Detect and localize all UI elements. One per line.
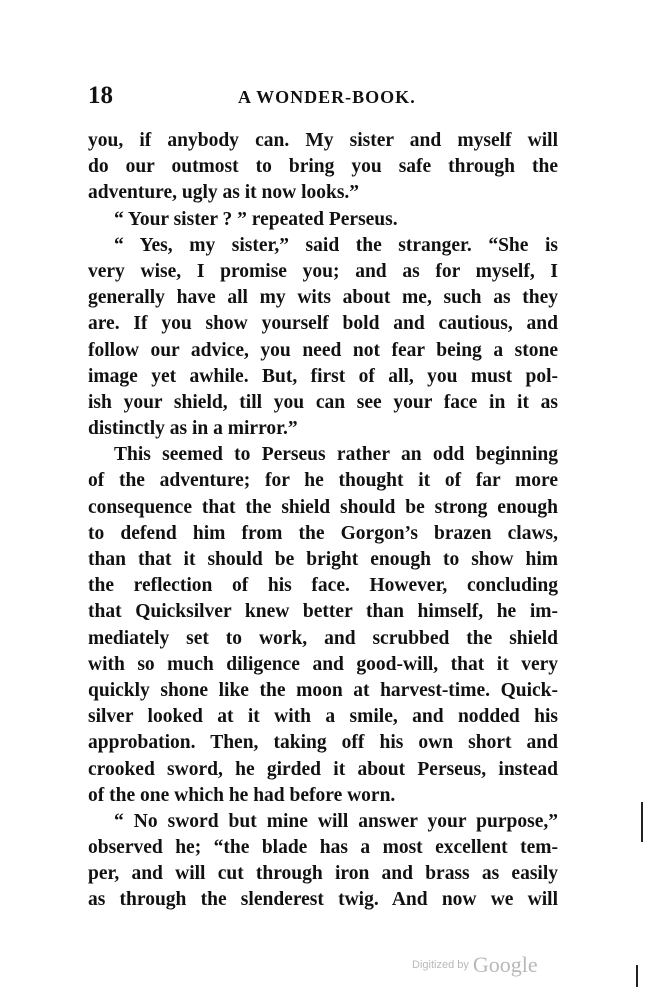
text-line: mediately set to work, and scrubbed the shield xyxy=(88,627,558,649)
text-line: very wise, I promise you; and as for myself, I xyxy=(88,260,558,282)
text-line: “ Your sister ? ” repeated Perseus. xyxy=(114,208,398,230)
running-title: A WONDER-BOOK. xyxy=(238,87,416,107)
text-line: approbation. Then, taking off his own short and xyxy=(88,732,558,754)
body-text xyxy=(88,128,558,914)
text-line: than that it should be bright enough to show him xyxy=(88,549,558,570)
digitized-watermark xyxy=(412,952,538,978)
text-line: of the adventure; for he thought it of far more xyxy=(88,470,558,492)
text-line: with so much diligence and good-will, that it very xyxy=(88,653,558,675)
text-line: to defend him from the Gorgon’s brazen claws, xyxy=(88,522,558,544)
running-head xyxy=(88,80,558,112)
text-line: the reflection of his face. However, concluding xyxy=(88,575,558,597)
scan-edge-mark xyxy=(641,802,643,842)
text-line: that Quicksilver knew better than himself, he im- xyxy=(88,601,558,623)
text-line: crooked sword, he girded it about Perseus, instead xyxy=(88,758,558,780)
text-line: observed he; “the blade has a most excellent tem- xyxy=(88,837,558,859)
text-line: you, if anybody can. My sister and myself will xyxy=(88,130,558,151)
text-line: adventure, ugly as it now looks.” xyxy=(88,182,360,204)
text-line: ish your shield, till you can see your face in it as xyxy=(88,391,558,413)
watermark-prefix: Digitized by xyxy=(412,959,469,971)
text-line: generally have all my wits about me, such as they xyxy=(88,287,558,309)
text-line: image yet awhile. But, first of all, you must pol- xyxy=(88,365,558,387)
text-line: consequence that the shield should be strong enough xyxy=(88,496,558,518)
scan-edge-mark xyxy=(636,965,638,987)
text-line: as through the slenderest twig. And now we will xyxy=(88,889,558,911)
watermark-brand: Google xyxy=(472,952,538,977)
text-line: “ Yes, my sister,” said the stranger. “She is xyxy=(114,234,558,256)
text-line: are. If you show yourself bold and cautious, and xyxy=(88,313,558,335)
text-line: per, and will cut through iron and brass as easily xyxy=(88,863,558,885)
page-number: 18 xyxy=(88,82,113,109)
text-line: “ No sword but mine will answer your purpose,” xyxy=(114,810,558,832)
text-line: distinctly as in a mirror.” xyxy=(88,418,298,440)
text-line: quickly shone like the moon at harvest-time. Quick- xyxy=(88,679,558,701)
text-line: follow our advice, you need not fear being a stone xyxy=(88,339,558,361)
text-line: of the one which he had before worn. xyxy=(88,784,396,806)
text-line: do our outmost to bring you safe through the xyxy=(88,156,558,178)
text-line: This seemed to Perseus rather an odd beginning xyxy=(114,444,558,466)
text-line: silver looked at it with a smile, and nodded his xyxy=(88,706,558,728)
